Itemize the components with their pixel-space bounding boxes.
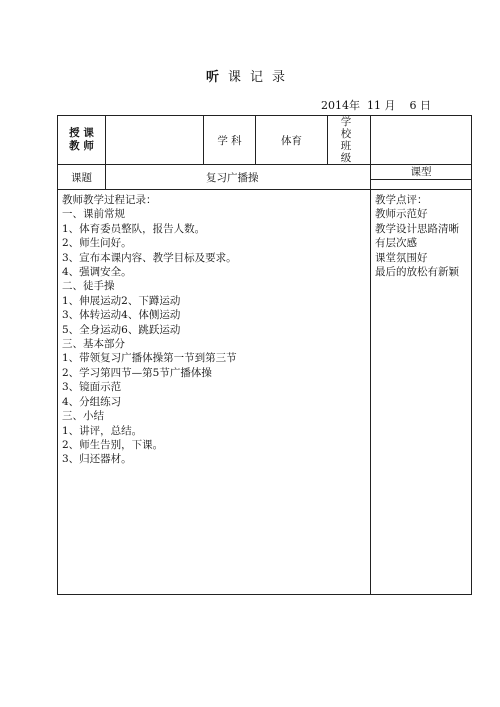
process-line: 一、课前常规 (62, 208, 125, 221)
record-date: 2014年 11 月 6 日 (321, 99, 431, 112)
school-class-label-cell (328, 116, 371, 165)
school-label: 学 校 (340, 116, 358, 140)
process-line: 1、讲评，总结。 (62, 424, 143, 437)
school-class-value-cell (371, 116, 472, 165)
comments-cell (371, 190, 472, 595)
process-line: 5、全身运动6、跳跃运动 (62, 323, 181, 336)
process-line: 教师教学过程记录： (62, 194, 157, 206)
teaching-process-lines (62, 193, 368, 467)
process-line: 4、强调安全。 (62, 266, 132, 279)
topic-row (58, 165, 472, 190)
body-row (58, 190, 472, 595)
process-line: 3、体转运动4、体侧运动 (62, 309, 181, 322)
process-line: 二、徒手操 (62, 280, 115, 293)
comment-line: 教师示范好 (375, 208, 428, 221)
lesson-type-cell (371, 165, 472, 190)
comment-line: 课堂氛围好 (375, 251, 428, 264)
page-title: 听课记录 (205, 70, 295, 85)
teacher-label-line2: 教 师 (69, 140, 94, 152)
class-label: 班 级 (340, 140, 358, 164)
process-line: 2、师生告别，下课。 (62, 438, 164, 451)
teacher-label-cell (58, 116, 106, 165)
teacher-label-line1: 授 课 (69, 127, 94, 139)
process-line: 3、归还器材。 (62, 453, 132, 466)
process-line: 三、基本部分 (62, 338, 125, 351)
comment-line: 教学设计思路清晰 (375, 222, 459, 235)
lesson-record-table (57, 115, 472, 595)
process-line: 2、师生问好。 (62, 237, 132, 250)
process-line: 1、带领复习广播体操第一节到第三节 (62, 352, 237, 365)
process-line: 1、伸展运动2、下蹲运动 (62, 294, 181, 307)
subject-label-cell: 学 科 (204, 116, 256, 165)
teaching-comment-lines (375, 193, 469, 279)
teaching-process-cell (58, 190, 371, 595)
process-line: 2、学习第四节—第5节广播体操 (62, 366, 212, 379)
lesson-type-value (371, 180, 471, 189)
process-line: 4、分组练习 (62, 395, 122, 408)
lesson-type-label: 课型 (371, 165, 471, 180)
topic-value-cell: 复习广播操 (106, 165, 371, 190)
process-line: 三、小结 (62, 410, 104, 423)
comment-line: 教学点评： (375, 194, 428, 206)
header-row (58, 116, 472, 165)
process-line: 3、宣布本课内容、教学目标及要求。 (62, 251, 237, 264)
comment-line: 最后的放松有新颖 (375, 266, 459, 279)
teacher-value-cell (106, 116, 204, 165)
process-line: 3、镜面示范 (62, 381, 122, 394)
topic-label-cell: 课题 (58, 165, 106, 190)
subject-value-cell: 体育 (256, 116, 328, 165)
process-line: 1、体育委员整队，报告人数。 (62, 222, 206, 235)
comment-line: 有层次感 (375, 237, 417, 250)
